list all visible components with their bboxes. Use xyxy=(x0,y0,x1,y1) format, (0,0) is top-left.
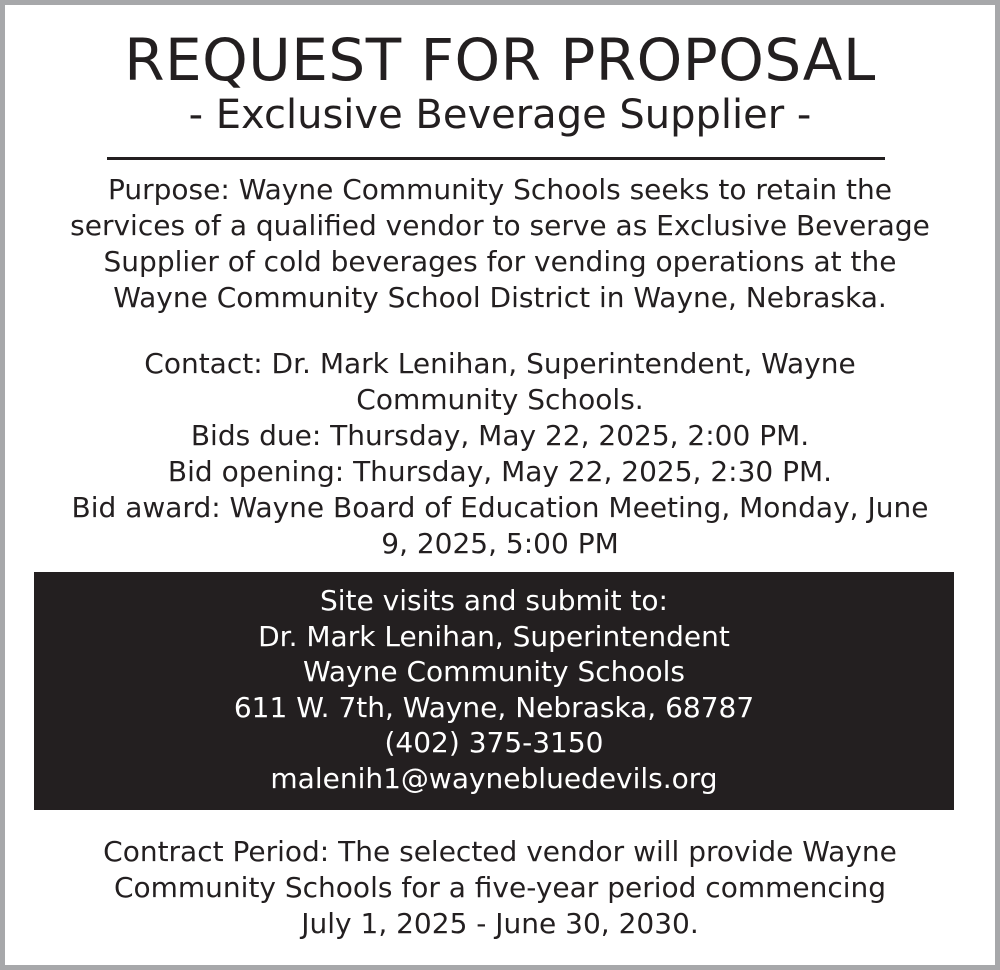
submit-phone: (402) 375-3150 xyxy=(384,726,604,759)
contact-and-dates xyxy=(5,346,995,562)
purpose-paragraph xyxy=(5,172,995,316)
purpose-line: Wayne Community School District in Wayne, Nebraska. xyxy=(113,281,887,314)
submit-email: malenih1@waynebluedevils.org xyxy=(270,761,718,795)
bid-award-line: Bid award: Wayne Board of Education Meeting, Monday, June xyxy=(71,491,929,524)
submit-to-box xyxy=(34,572,954,810)
contract-line: Community Schools for a five-year period commencing xyxy=(113,871,887,904)
page-subtitle: - Exclusive Beverage Supplier - xyxy=(188,92,812,138)
purpose-line: Supplier of cold beverages for vending operations at the xyxy=(103,245,897,278)
submit-contact-name: Dr. Mark Lenihan, Superintendent xyxy=(258,619,730,653)
title-divider xyxy=(107,157,885,160)
purpose-line: services of a qualified vendor to serve as Exclusive Beverage xyxy=(70,209,930,242)
contact-line: Contact: Dr. Mark Lenihan, Superintendent, Wayne xyxy=(144,347,856,380)
purpose-line: Purpose: Wayne Community Schools seeks to retain the xyxy=(108,173,892,206)
submit-heading: Site visits and submit to: xyxy=(319,584,668,617)
contract-line: Contract Period: The selected vendor will provide Wayne xyxy=(103,835,897,868)
contract-period-paragraph xyxy=(5,834,995,942)
submit-address: 611 W. 7th, Wayne, Nebraska, 68787 xyxy=(233,690,755,724)
bid-opening-line: Bid opening: Thursday, May 22, 2025, 2:30 PM. xyxy=(167,455,833,488)
bid-award-line: 9, 2025, 5:00 PM xyxy=(381,527,619,560)
bids-due-line: Bids due: Thursday, May 22, 2025, 2:00 PM. xyxy=(190,419,810,452)
contact-line: Community Schools. xyxy=(356,383,644,416)
page-title: REQUEST FOR PROPOSAL xyxy=(124,26,876,94)
contract-line: July 1, 2025 - June 30, 2030. xyxy=(301,907,699,940)
submit-organization: Wayne Community Schools xyxy=(303,655,685,688)
